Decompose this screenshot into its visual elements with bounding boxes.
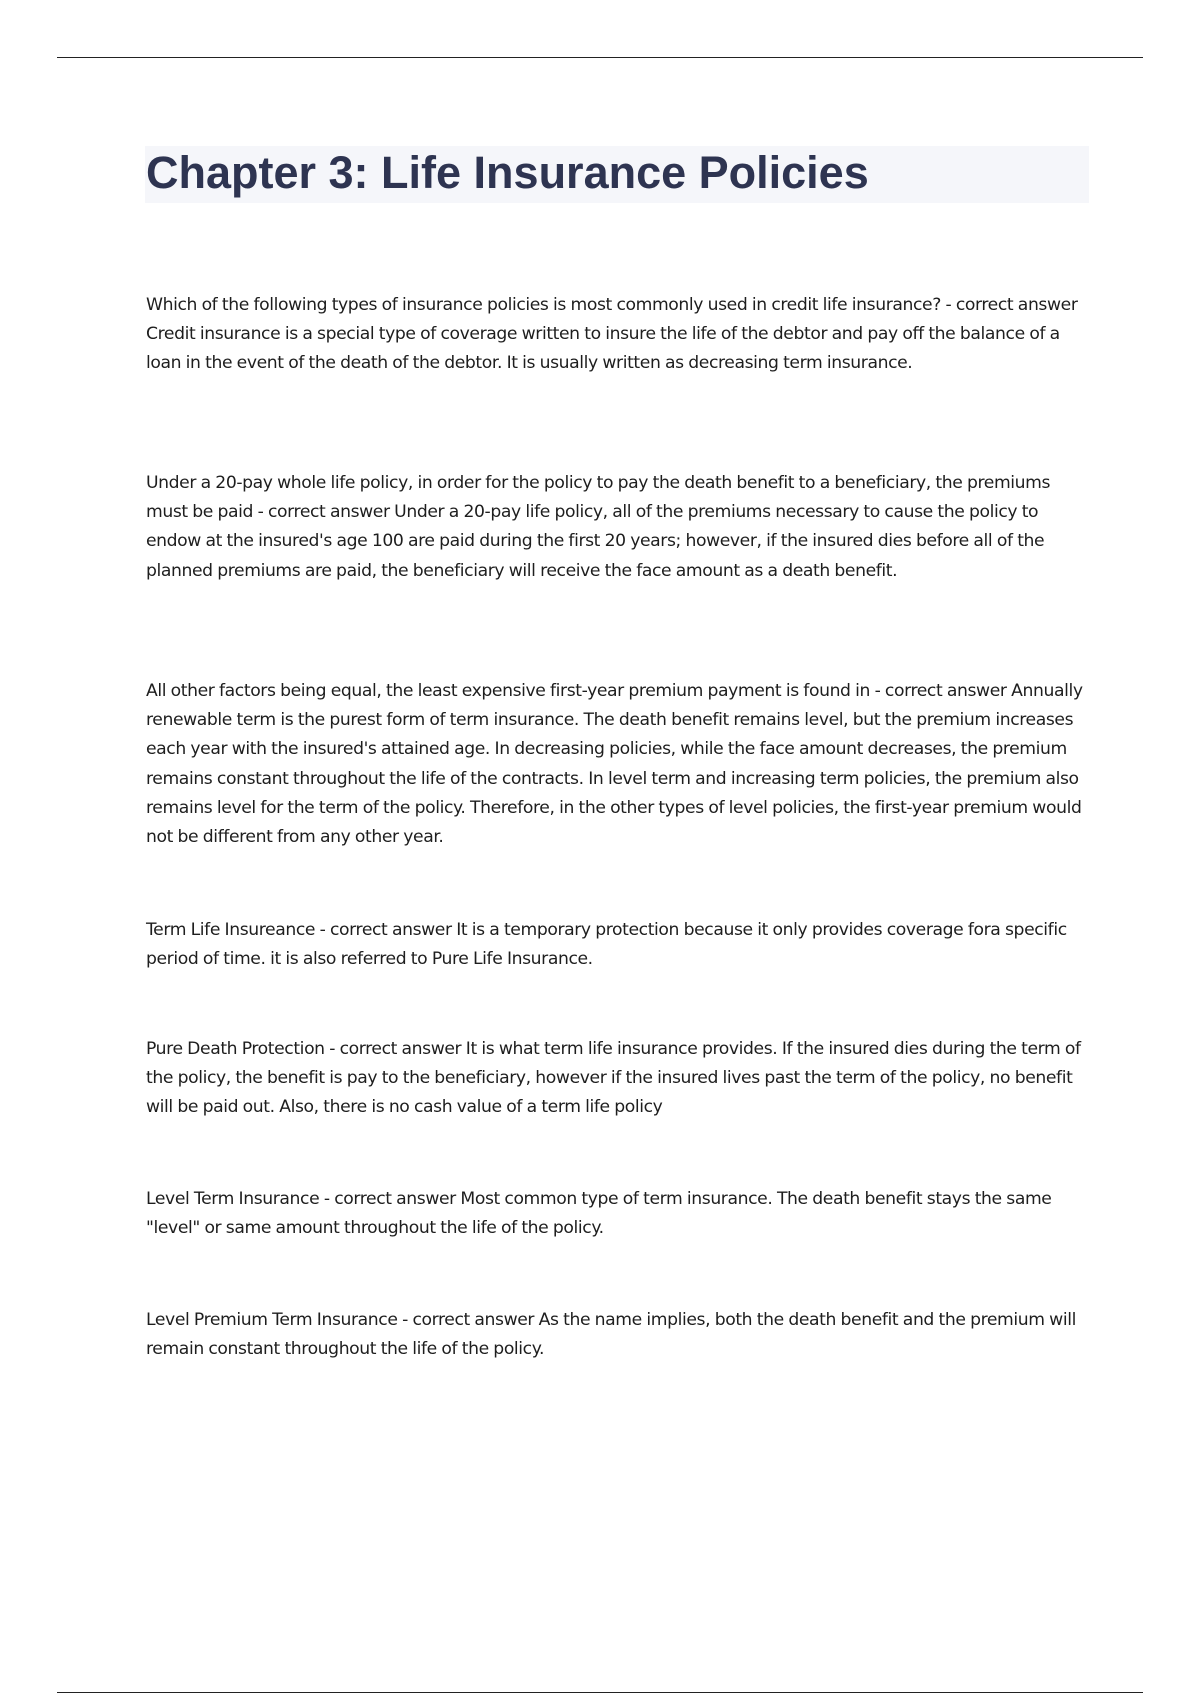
qa-entry-least-expensive-premium: All other factors being equal, the least expensive first-year premium payment is found in - correct answer Annually renewable term is the purest form of term insurance. The death benefit remains level, but the premium increases each year with the insured's attained age. In decreasing policies, while the face amount decreases, the premium remains constant throughout the life of the contracts. In level term and increasing term policies, the premium also remains level for the term of the policy. Therefore, in the other types of level policies, the first-year premium would not be different from any other year. (146, 681, 1083, 848)
qa-entry-20-pay-whole-life: Under a 20-pay whole life policy, in order for the policy to pay the death benefit to a beneficiary, the premiums must be paid - correct answer Under a 20-pay life policy, all of the premiums necessary to cause the policy to endow at the insured's age 100 are paid during the first 20 years; however, if the insured dies before all of the planned premiums are paid, the beneficiary will receive the face amount as a death benefit. (146, 473, 1051, 581)
page-title: Chapter 3: Life Insurance Policies (146, 147, 869, 198)
top-divider (57, 57, 1143, 58)
qa-entry-level-premium-term: Level Premium Term Insurance - correct answer As the name implies, both the death benefit and the premium will remain constant throughout the life of the policy. (146, 1310, 1076, 1360)
qa-entry-level-term: Level Term Insurance - correct answer Most common type of term insurance. The death benefit stays the same "level" or same amount throughout the life of the policy. (146, 1189, 1052, 1239)
qa-entry-term-life: Term Life Insureance - correct answer It is a temporary protection because it only provides coverage fora specific period of time. it is also referred to Pure Life Insurance. (146, 920, 1067, 970)
qa-entry-credit-life: Which of the following types of insurance policies is most commonly used in credit life insurance? - correct answer Credit insurance is a special type of coverage written to insure the life of the debtor and pay off the balance of a loan in the event of the death of the debtor. It is usually written as decreasing term insurance. (146, 295, 1078, 374)
bottom-divider (57, 1692, 1143, 1693)
qa-entry-pure-death-protection: Pure Death Protection - correct answer It is what term life insurance provides. If the insured dies during the term of the policy, the benefit is pay to the beneficiary, however if the insured lives past the term of the policy, no benefit will be paid out. Also, there is no cash value of a term life policy (146, 1039, 1081, 1118)
